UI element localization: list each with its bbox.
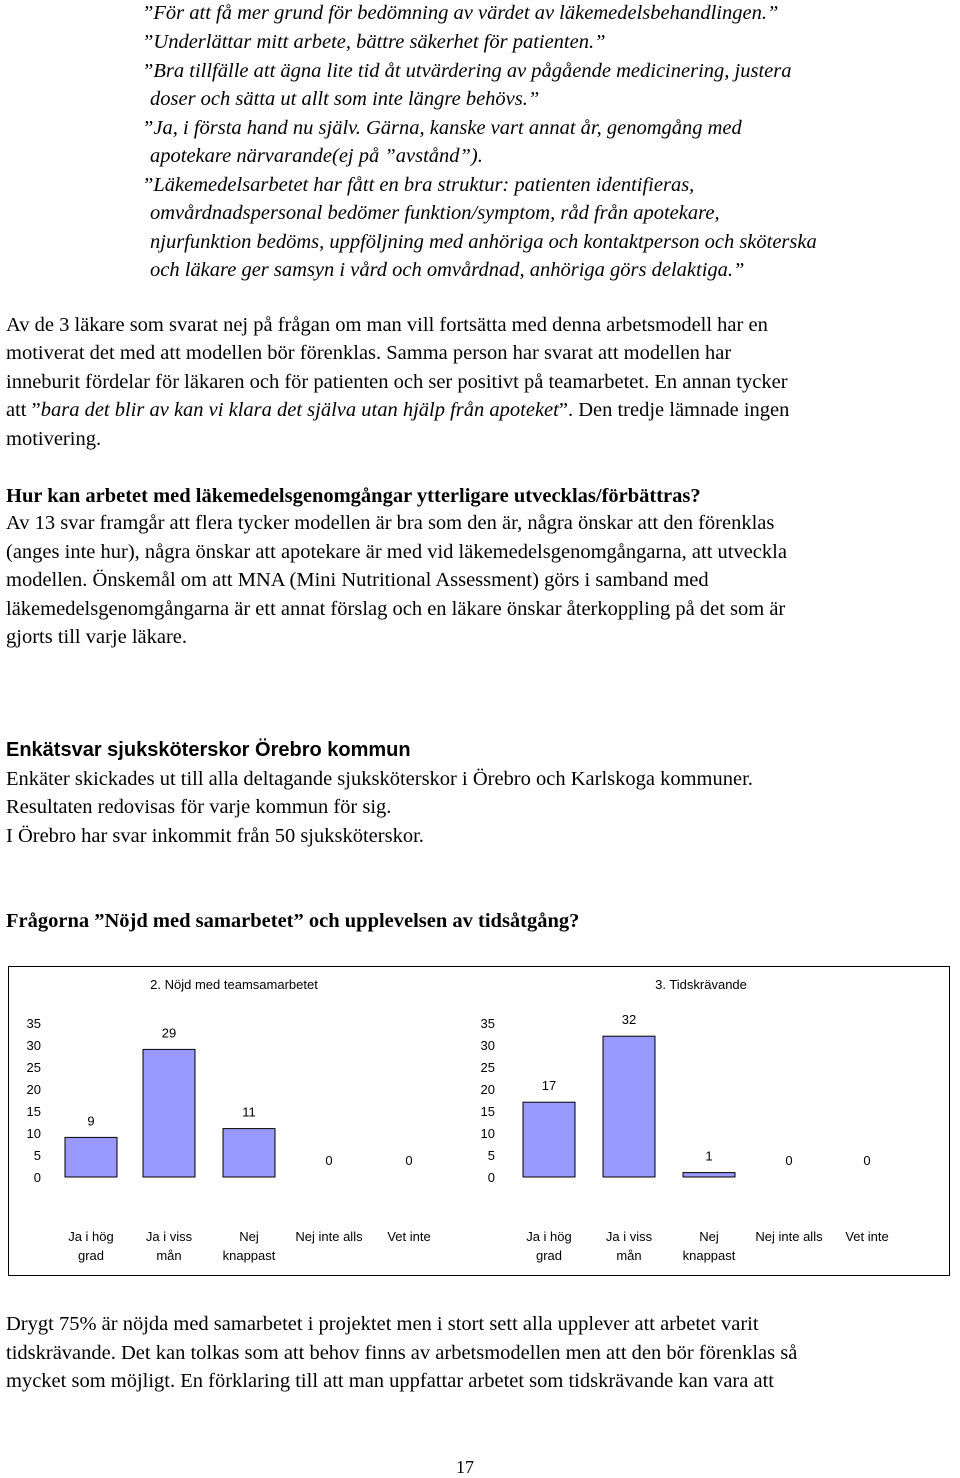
bar-charts <box>9 967 949 1275</box>
paragraph-line: motiverat det med att modellen bör förenklas. Samma person har svarat att modellen har <box>6 342 732 364</box>
y-tick-label: 10 <box>26 1126 41 1141</box>
chart-title: 3. Tidskrävande <box>655 977 747 992</box>
data-label: 0 <box>863 1153 871 1168</box>
category-label: Ja i viss <box>605 1229 653 1244</box>
y-tick-label: 30 <box>26 1038 41 1053</box>
text-span: att ” <box>6 399 41 421</box>
category-label: knappast <box>222 1248 276 1263</box>
category-label: grad <box>535 1248 563 1263</box>
section-line: Enkäter skickades ut till alla deltagande sjuksköterskor i Örebro och Karlskoga kommuner. <box>6 768 753 790</box>
data-label: 0 <box>785 1153 793 1168</box>
y-tick-label: 15 <box>26 1104 41 1119</box>
section-heading: Hur kan arbetet med läkemedelsgenomgångar ytterligare utvecklas/förbättras? <box>6 485 701 507</box>
paragraph-line: (anges inte hur), några önskar att apotekare är med vid läkemedelsgenomgångarna, att utveckla <box>6 541 787 563</box>
data-label: 1 <box>705 1148 713 1164</box>
category-label: Ja i hög <box>68 1229 114 1244</box>
category-label: Nej inte alls <box>295 1229 363 1244</box>
paragraph-line: gjorts till varje läkare. <box>6 626 188 648</box>
category-label: Vet inte <box>387 1229 431 1244</box>
data-label: 29 <box>161 1025 177 1041</box>
paragraph-line: Drygt 75% är nöjda med samarbetet i projektet men i stort sett alla upplever att arbetet varit <box>6 1313 759 1335</box>
category-label: Ja i viss <box>145 1229 193 1244</box>
category-label: Nej <box>699 1229 719 1244</box>
paragraph-line: motivering. <box>6 428 102 450</box>
y-tick-label: 15 <box>480 1104 495 1119</box>
question-heading: Frågorna ”Nöjd med samarbetet” och upplevelsen av tidsåtgång? <box>6 910 580 932</box>
y-tick-label: 5 <box>487 1148 495 1163</box>
y-tick-label: 10 <box>480 1126 495 1141</box>
section-line: Resultaten redovisas för varje kommun för sig. <box>6 796 392 818</box>
paragraph-line: läkemedelsgenomgångarna är ett annat förslag och en läkare önskar återkoppling på det som är <box>6 598 786 620</box>
quote-line: apotekare närvarande(ej på ”avstånd”). <box>150 145 483 167</box>
section-line: I Örebro har svar inkommit från 50 sjuksköterskor. <box>6 825 424 847</box>
paragraph-line <box>6 396 789 424</box>
data-label: 32 <box>621 1012 637 1028</box>
paragraph-line: Av de 3 läkare som svarat nej på frågan om man vill fortsätta med denna arbetsmodell har en <box>6 314 768 336</box>
quote-line: och läkare ger samsyn i vård och omvårdnad, anhöriga görs delaktiga.” <box>150 259 745 281</box>
paragraph-line: mycket som möjligt. En förklaring till att man uppfattar arbetet som tidskrävande kan vara att <box>6 1370 774 1392</box>
paragraph-line: modellen. Önskemål om att MNA (Mini Nutritional Assessment) görs i samband med <box>6 569 709 591</box>
y-tick-label: 0 <box>487 1170 495 1185</box>
chart-frame <box>8 966 950 1276</box>
category-label: mån <box>616 1248 642 1263</box>
quote-line: ”Läkemedelsarbetet har fått en bra struktur: patienten identifieras, <box>142 174 695 196</box>
category-label: Nej inte alls <box>755 1229 823 1244</box>
quote-line: njurfunktion bedöms, uppföljning med anhöriga och kontaktperson och sköterska <box>150 231 817 253</box>
quote-line: ”För att få mer grund för bedömning av värdet av läkemedelsbehandlingen.” <box>142 2 779 24</box>
section-title: Enkätsvar sjuksköterskor Örebro kommun <box>6 739 411 761</box>
paragraph-line: tidskrävande. Det kan tolkas som att behov finns av arbetsmodellen men att den bör förenklas så <box>6 1342 798 1364</box>
category-label: Nej <box>239 1229 259 1244</box>
quote-line: ”Underlättar mitt arbete, bättre säkerhet för patienten.” <box>142 31 606 53</box>
y-tick-label: 20 <box>480 1082 495 1097</box>
quote-line: ”Bra tillfälle att ägna lite tid åt utvärdering av pågående medicinering, justera <box>142 60 792 82</box>
y-tick-label: 5 <box>33 1148 41 1163</box>
quote-line: omvårdnadspersonal bedömer funktion/symptom, råd från apotekare, <box>150 202 720 224</box>
bar <box>65 1137 117 1177</box>
data-label: 0 <box>325 1153 333 1168</box>
y-tick-label: 35 <box>480 1016 495 1031</box>
y-tick-label: 35 <box>26 1016 41 1031</box>
y-tick-label: 25 <box>480 1060 495 1075</box>
y-tick-label: 30 <box>480 1038 495 1053</box>
text-span: ”. Den tredje lämnade ingen <box>558 399 790 421</box>
bar <box>143 1049 195 1177</box>
paragraph-line: inneburit fördelar för läkaren och för patienten och ser positivt på teamarbetet. En annan tycker <box>6 371 788 393</box>
data-label: 0 <box>405 1153 413 1168</box>
y-tick-label: 25 <box>26 1060 41 1075</box>
category-label: Ja i hög <box>526 1229 572 1244</box>
y-tick-label: 20 <box>26 1082 41 1097</box>
bar <box>603 1036 655 1177</box>
paragraph-line: Av 13 svar framgår att flera tycker modellen är bra som den är, några önskar att den förenklas <box>6 512 775 534</box>
italic-quote: bara det blir av kan vi klara det själva utan hjälp från apoteket <box>40 399 559 421</box>
page-number: 17 <box>456 1457 474 1477</box>
bar <box>523 1102 575 1177</box>
data-label: 17 <box>541 1078 557 1094</box>
chart-title: 2. Nöjd med teamsamarbetet <box>150 977 318 992</box>
category-label: grad <box>77 1248 105 1263</box>
bar <box>683 1173 735 1177</box>
data-label: 11 <box>242 1104 256 1120</box>
data-label: 9 <box>87 1113 95 1129</box>
category-label: mån <box>156 1248 182 1263</box>
quote-line: ”Ja, i första hand nu själv. Gärna, kanske vart annat år, genomgång med <box>142 117 742 139</box>
bar <box>223 1129 275 1177</box>
quote-line: doser och sätta ut allt som inte längre behövs.” <box>150 88 540 110</box>
category-label: knappast <box>682 1248 736 1263</box>
y-tick-label: 0 <box>33 1170 41 1185</box>
category-label: Vet inte <box>845 1229 889 1244</box>
